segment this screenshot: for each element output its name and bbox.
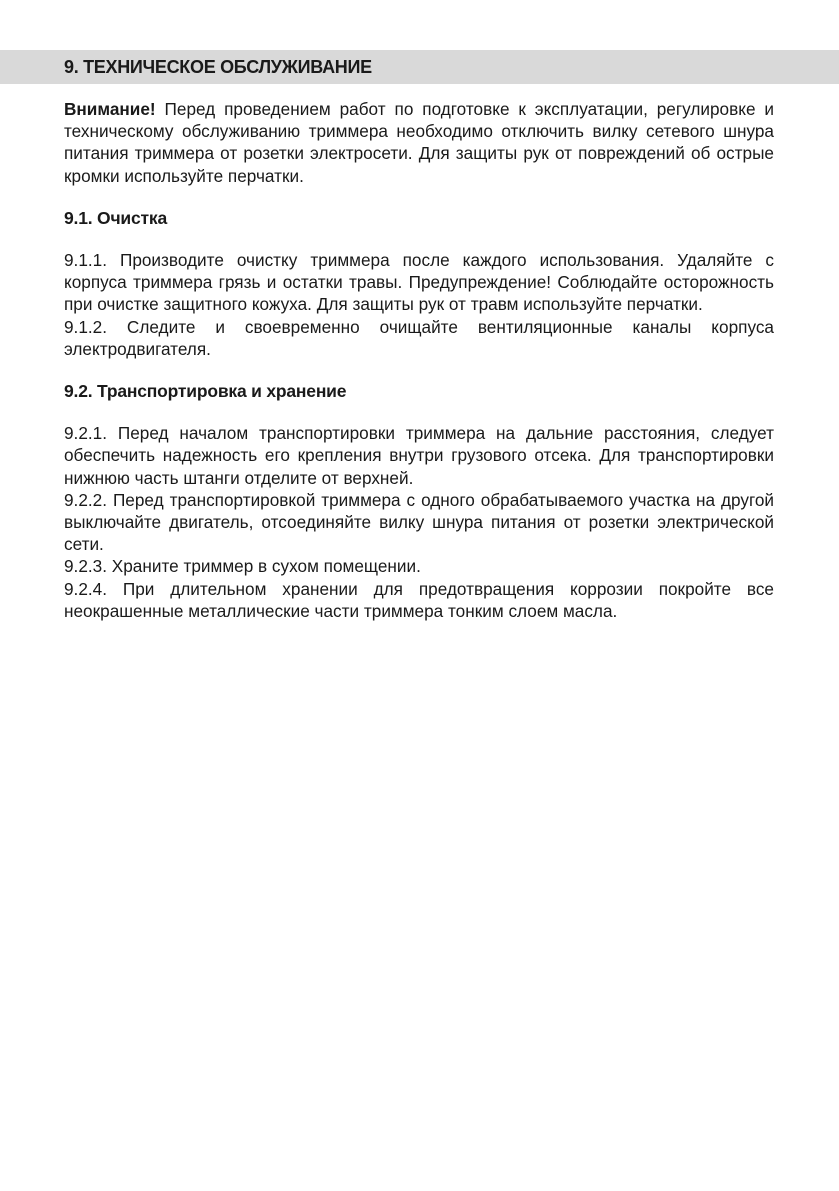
transport-heading: 9.2. Транспортировка и хранение	[64, 381, 347, 402]
cleaning-paragraph-1: 9.1.1. Производите очистку триммера после каждого использования. Удаляйте с корпуса триммера грязь и остатки травы. Предупреждение! Соблюдайте осторожность при очистке защитного кожуха. Для защиты рук от травм используйте перчатки.	[64, 250, 774, 315]
warning-paragraph	[64, 98, 774, 187]
warning-text: Перед проведением работ по подготовке к эксплуатации, регулировке и техническому обслуживанию триммера необходимо отключить вилку сетевого шнура питания триммера от розетки электросети. Для защиты рук от повреждений об острые кромки используйте перчатки.	[64, 99, 774, 186]
transport-paragraph-1: 9.2.1. Перед началом транспортировки триммера на дальние расстояния, следует обеспечить надежность его крепления внутри грузового отсека. Для транспортировки нижнюю часть штанги отделите от верхней.	[64, 423, 774, 488]
transport-paragraph-3: 9.2.3. Храните триммер в сухом помещении.	[64, 556, 421, 577]
cleaning-paragraph-2: 9.1.2. Следите и своевременно очищайте вентиляционные каналы корпуса электродвигателя.	[64, 316, 774, 359]
cleaning-heading: 9.1. Очистка	[64, 207, 167, 228]
transport-paragraph-4: 9.2.4. При длительном хранении для предотвращения коррозии покройте все неокрашенные металлические части триммера тонким слоем масла.	[64, 578, 774, 621]
section-title-bar	[0, 50, 839, 84]
section-title: 9. ТЕХНИЧЕСКОЕ ОБСЛУЖИВАНИЕ	[64, 57, 372, 77]
warning-label: Внимание!	[64, 99, 156, 119]
document-body	[64, 98, 774, 622]
transport-paragraph-2: 9.2.2. Перед транспортировкой триммера с одного обрабатываемого участка на другой выключайте двигатель, отсоединяйте вилку шнура питания от розетки электрической сети.	[64, 489, 774, 555]
